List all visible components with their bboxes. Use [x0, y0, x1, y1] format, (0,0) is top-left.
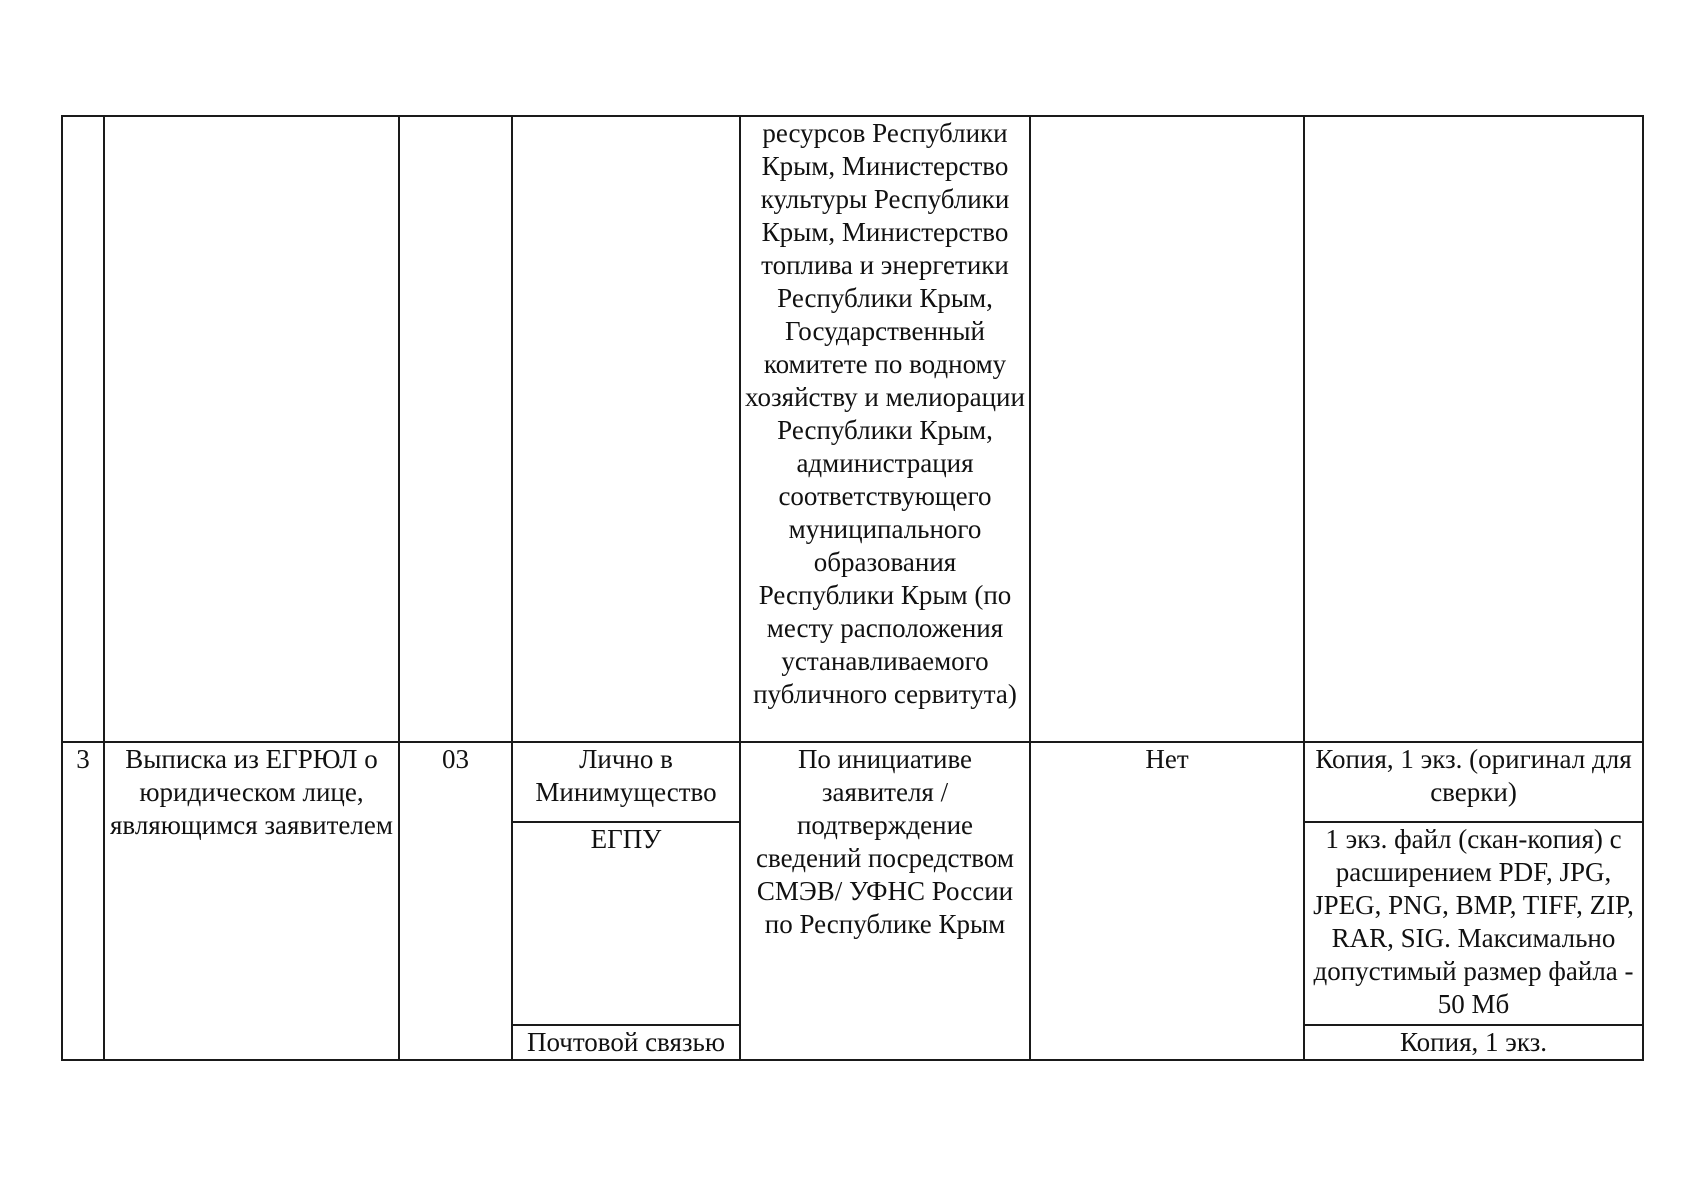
table-row-3 [62, 742, 1643, 822]
row-number: 3 [76, 744, 90, 774]
cell-form-egpu [1304, 822, 1643, 1025]
cell-number-empty [62, 116, 104, 742]
cell-method-in-person [512, 742, 740, 822]
authority-text: ресурсов Республики Крым, Министерство культуры Республики Крым, Министерство топлива и энергетики Республики Крым, Государственный комитете по водному хозяйству и мелиорации Республики Крым, администрация соответствующего муниципального образования Республики Крым (по месту расположения устанавливаемого публичного сервитута) [745, 118, 1025, 709]
cell-code-empty [399, 116, 512, 742]
cell-form-in-person [1304, 742, 1643, 822]
method-in-person: Лично в Минимущество [535, 744, 717, 807]
cell-method-post [512, 1025, 740, 1060]
cell-form-post [1304, 1025, 1643, 1060]
cell-number [62, 742, 104, 1060]
table-row-continuation [62, 116, 1643, 742]
basis-text: По инициативе заявителя / подтверждение сведений посредством СМЭВ/ УФНС России по Республике Крым [756, 744, 1014, 939]
cell-required [1030, 742, 1304, 1060]
document-name: Выписка из ЕГРЮЛ о юридическом лице, являющимся заявителем [110, 744, 393, 840]
cell-form-empty [1304, 116, 1643, 742]
documents-table [61, 115, 1644, 1061]
form-post: Копия, 1 экз. [1400, 1027, 1547, 1057]
cell-required-empty [1030, 116, 1304, 742]
cell-method-egpu [512, 822, 740, 1025]
cell-document-name [104, 742, 399, 1060]
form-egpu: 1 экз. файл (скан-копия) с расширением PDF, JPG, JPEG, PNG, BMP, TIFF, ZIP, RAR, SIG. Максимально допустимый размер файла - 50 Мб [1313, 824, 1634, 1019]
method-egpu: ЕГПУ [590, 824, 662, 854]
cell-basis [740, 742, 1030, 1060]
required-value: Нет [1145, 744, 1189, 774]
form-in-person: Копия, 1 экз. (оригинал для сверки) [1315, 744, 1632, 807]
cell-document-empty [104, 116, 399, 742]
cell-code [399, 742, 512, 1060]
cell-authority [740, 116, 1030, 742]
method-post: Почтовой связью [526, 1027, 726, 1057]
cell-method-empty [512, 116, 740, 742]
document-code: 03 [442, 744, 469, 774]
